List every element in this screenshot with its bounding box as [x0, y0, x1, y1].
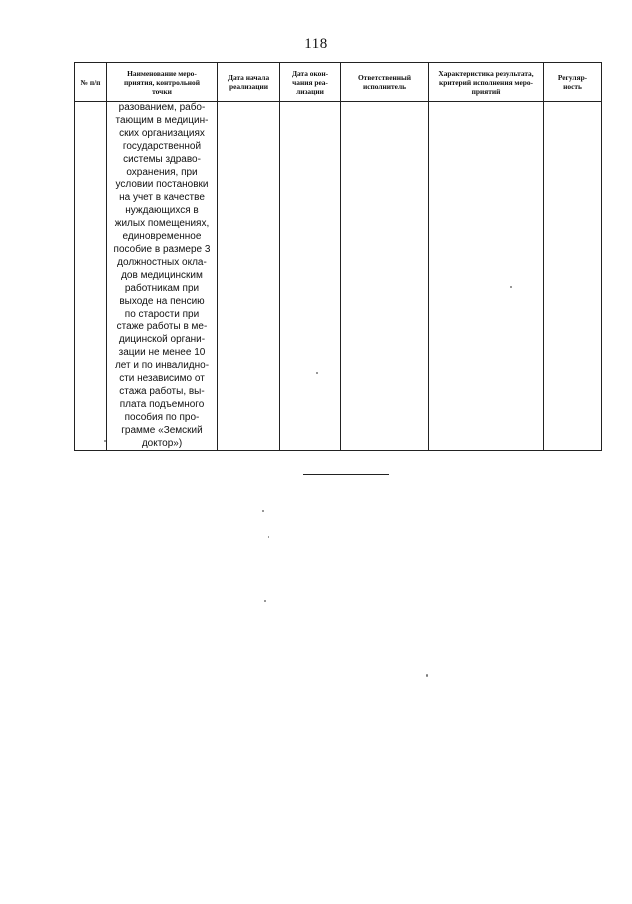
name-line: выходе на пенсию — [119, 295, 205, 307]
header-line: Дата начала — [227, 73, 270, 82]
name-line: пособия по про- — [124, 411, 200, 423]
header-start-date — [218, 63, 280, 102]
header-end-date — [280, 63, 341, 102]
scan-speck — [104, 440, 106, 442]
name-line: доктор») — [141, 437, 183, 449]
footnote-divider-line — [303, 474, 389, 475]
header-result — [429, 63, 544, 102]
header-executor — [341, 63, 429, 102]
name-line: сти независимо от — [119, 373, 205, 385]
cell-result — [429, 102, 544, 451]
name-line: ских организациях — [119, 127, 205, 139]
cell-regularity — [544, 102, 602, 451]
name-line: на учет в качестве — [119, 192, 205, 204]
header-line: приятия, контрольной — [123, 77, 201, 87]
header-line: исполнитель — [362, 82, 407, 91]
name-line: государственной — [122, 140, 202, 152]
name-line: работникам при — [124, 282, 200, 294]
page-number: 118 — [304, 36, 328, 52]
scan-speck — [426, 674, 428, 677]
name-line: жилых помещениях, — [114, 218, 210, 230]
header-line: Ответственный — [357, 73, 412, 82]
header-line: ность — [563, 82, 582, 91]
name-line: единовременное — [122, 231, 202, 243]
scan-speck — [262, 510, 264, 512]
header-line: точки — [152, 86, 172, 96]
name-line: охранения, при — [126, 166, 198, 178]
scan-speck — [264, 600, 266, 602]
name-line: условии постановки — [115, 179, 209, 191]
header-line: Дата окон- — [291, 68, 329, 78]
name-line: зации не менее 10 — [118, 347, 206, 359]
name-line: плата подъемного — [119, 398, 205, 410]
name-line: разованием, рабо- — [118, 102, 206, 113]
header-line: № п/п — [80, 77, 101, 87]
name-line: стаже работы в ме- — [116, 321, 208, 333]
name-line: дов медицинским — [121, 269, 203, 281]
header-number — [75, 63, 107, 102]
name-line: по старости при — [124, 308, 200, 320]
scan-speck — [510, 286, 512, 288]
measures-table — [74, 62, 602, 451]
name-line: лет и по инвалидно- — [114, 360, 210, 372]
cell-number — [75, 102, 107, 451]
name-line: системы здраво- — [123, 153, 201, 165]
name-line: тающим в медицин- — [115, 114, 209, 126]
header-name — [107, 63, 218, 102]
header-regularity — [544, 63, 602, 102]
name-line: грамме «Земский — [121, 424, 203, 436]
header-line: лизации — [296, 86, 324, 96]
name-line: должностных окла- — [117, 256, 207, 268]
cell-start-date — [218, 102, 280, 451]
cell-name — [107, 102, 218, 451]
header-line: Регуляр- — [557, 73, 588, 82]
cell-executor — [341, 102, 429, 451]
name-line: стажа работы, вы- — [119, 385, 205, 397]
header-line: реализации — [229, 82, 268, 91]
header-line: Характеристика результата, — [438, 68, 534, 78]
header-line: Наименование меро- — [127, 68, 197, 78]
header-line: чания реа- — [292, 77, 328, 87]
cell-end-date — [280, 102, 341, 451]
scan-speck — [316, 372, 318, 374]
header-line: приятий — [471, 86, 501, 96]
table-row — [75, 102, 602, 451]
header-line: критерий исполнения меро- — [438, 77, 534, 87]
name-line: пособие в размере 3 — [113, 243, 211, 255]
name-line: дицинской органи- — [118, 334, 206, 346]
table-header-row — [75, 63, 602, 102]
name-line: нуждающихся в — [125, 205, 199, 217]
scan-speck — [268, 536, 269, 538]
